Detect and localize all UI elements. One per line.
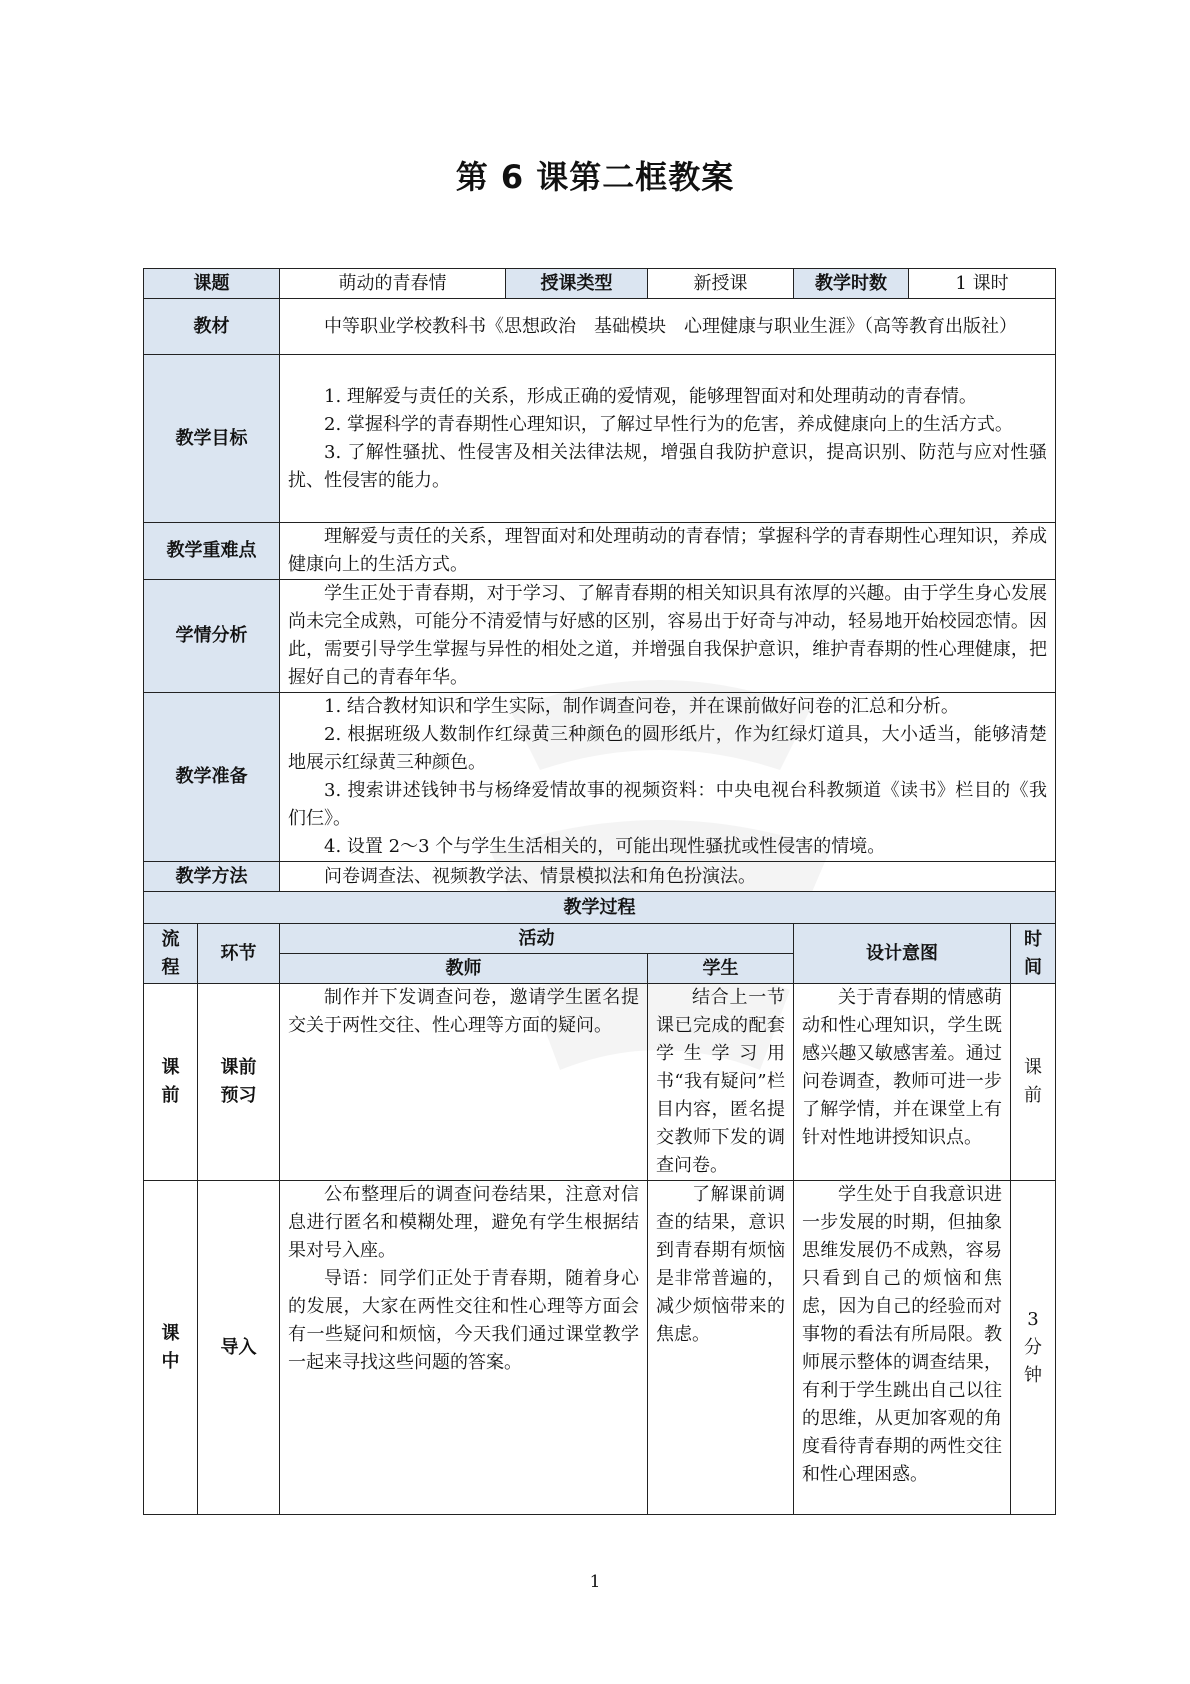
teacher-cell: 制作并下发调查问卷，邀请学生匿名提交关于两性交往、性心理等方面的疑问。 (280, 984, 648, 1181)
col-activity-header: 活动 (280, 924, 794, 954)
page-title: 第 6 课第二框教案 (455, 158, 735, 196)
analysis-label: 学情分析 (144, 580, 280, 693)
col-teacher-header: 教师 (280, 954, 648, 984)
topic-value: 萌动的青春情 (280, 269, 506, 299)
process-row (144, 984, 1056, 1181)
page-number: 1 (589, 1572, 601, 1592)
info-row-topic (144, 269, 1056, 299)
hours-label: 教学时数 (794, 269, 909, 299)
flow-cell: 课 中 (144, 1181, 198, 1515)
goal-item: 1. 理解爱与责任的关系，形成正确的爱情观，能够理智面对和处理萌动的青春情。 (324, 385, 977, 407)
process-row (144, 1181, 1056, 1515)
prep-item: 3. 搜索讲述钱钟书与杨绛爱情故事的视频资料：中央电视台科教频道《读书》栏目的《我们仨》。 (288, 780, 1047, 829)
prep-item: 1. 结合教材知识和学生实际，制作调查问卷，并在课前做好问卷的汇总和分析。 (324, 696, 959, 717)
prep-label: 教学准备 (144, 693, 280, 862)
col-step-header: 环节 (198, 924, 280, 984)
topic-label: 课题 (144, 269, 280, 299)
type-label: 授课类型 (506, 269, 648, 299)
time-cell: 课 前 (1011, 984, 1056, 1181)
info-row-method (144, 862, 1056, 892)
keypoints-value: 理解爱与责任的关系，理智面对和处理萌动的青春情；掌握科学的青春期性心理知识，养成健康向上的生活方式。 (280, 523, 1056, 580)
info-row-goals (144, 355, 1056, 523)
process-section-row (144, 892, 1056, 924)
teacher-cell: 公布整理后的调查问卷结果，注意对信息进行匿名和模糊处理，避免有学生根据结果对号入座。 导语：同学们正处于青春期，随着身心的发展，大家在两性交往和性心理等方面会有一些疑问和烦恼，今天我们通过课堂教学一起来寻找这些问题的答案。 (280, 1181, 648, 1515)
goals-value (280, 355, 1056, 523)
textbook-value: 中等职业学校教科书《思想政治 基础模块 心理健康与职业生涯》（高等教育出版社） (280, 299, 1056, 355)
goals-label: 教学目标 (144, 355, 280, 523)
flow-cell: 课 前 (144, 984, 198, 1181)
col-design-header: 设计意图 (794, 924, 1011, 984)
method-value: 问卷调查法、视频教学法、情景模拟法和角色扮演法。 (280, 862, 1056, 892)
info-row-textbook (144, 299, 1056, 355)
design-cell: 关于青春期的情感萌动和性心理知识，学生既感兴趣又敏感害羞。通过问卷调查，教师可进一步了解学情，并在课堂上有针对性地讲授知识点。 (794, 984, 1011, 1181)
info-row-analysis (144, 580, 1056, 693)
time-cell: 3 分 钟 (1011, 1181, 1056, 1515)
student-cell: 结合上一节课已完成的配套学生学习用书“我有疑问”栏目内容，匿名提交教师下发的调查问卷。 (648, 984, 794, 1181)
prep-value (280, 693, 1056, 862)
step-cell: 课前 预习 (198, 984, 280, 1181)
step-cell: 导入 (198, 1181, 280, 1515)
prep-item: 4. 设置 2～3 个与学生生活相关的，可能出现性骚扰或性侵害的情境。 (324, 836, 886, 857)
method-label: 教学方法 (144, 862, 280, 892)
hours-value: 1 课时 (909, 269, 1056, 299)
process-section-title: 教学过程 (144, 892, 1056, 924)
col-student-header: 学生 (648, 954, 794, 984)
analysis-value: 学生正处于青春期，对于学习、了解青春期的相关知识具有浓厚的兴趣。由于学生身心发展尚未完全成熟，可能分不清爱情与好感的区别，容易出于好奇与冲动，轻易地开始校园恋情。因此，需要引导学生掌握与异性的相处之道，并增强自我保护意识，维护青春期的性心理健康，把握好自己的青春年华。 (280, 580, 1056, 693)
student-cell: 了解课前调查的结果，意识到青春期有烦恼是非常普遍的，减少烦恼带来的焦虑。 (648, 1181, 794, 1515)
prep-item: 2. 根据班级人数制作红绿黄三种颜色的圆形纸片，作为红绿灯道具，大小适当，能够清楚地展示红绿黄三种颜色。 (288, 724, 1047, 773)
goal-item: 2. 掌握科学的青春期性心理知识，了解过早性行为的危害，养成健康向上的生活方式。 (324, 413, 1013, 435)
lesson-plan-table (143, 268, 1056, 1515)
textbook-label: 教材 (144, 299, 280, 355)
info-row-keypoints (144, 523, 1056, 580)
type-value: 新授课 (648, 269, 794, 299)
info-row-prep (144, 693, 1056, 862)
design-cell: 学生处于自我意识进一步发展的时期，但抽象思维发展仍不成熟，容易只看到自己的烦恼和焦虑，因为自己的经验而对事物的看法有所局限。教师展示整体的调查结果，有利于学生跳出自己以往的思维，从更加客观的角度看待青春期的两性交往和性心理困惑。 (794, 1181, 1011, 1515)
process-header-row-1 (144, 924, 1056, 954)
keypoints-label: 教学重难点 (144, 523, 280, 580)
col-time-header: 时 间 (1011, 924, 1056, 984)
col-flow-header: 流 程 (144, 924, 198, 984)
goal-item: 3. 了解性骚扰、性侵害及相关法律法规，增强自我防护意识，提高识别、防范与应对性骚扰、性侵害的能力。 (288, 441, 1047, 491)
